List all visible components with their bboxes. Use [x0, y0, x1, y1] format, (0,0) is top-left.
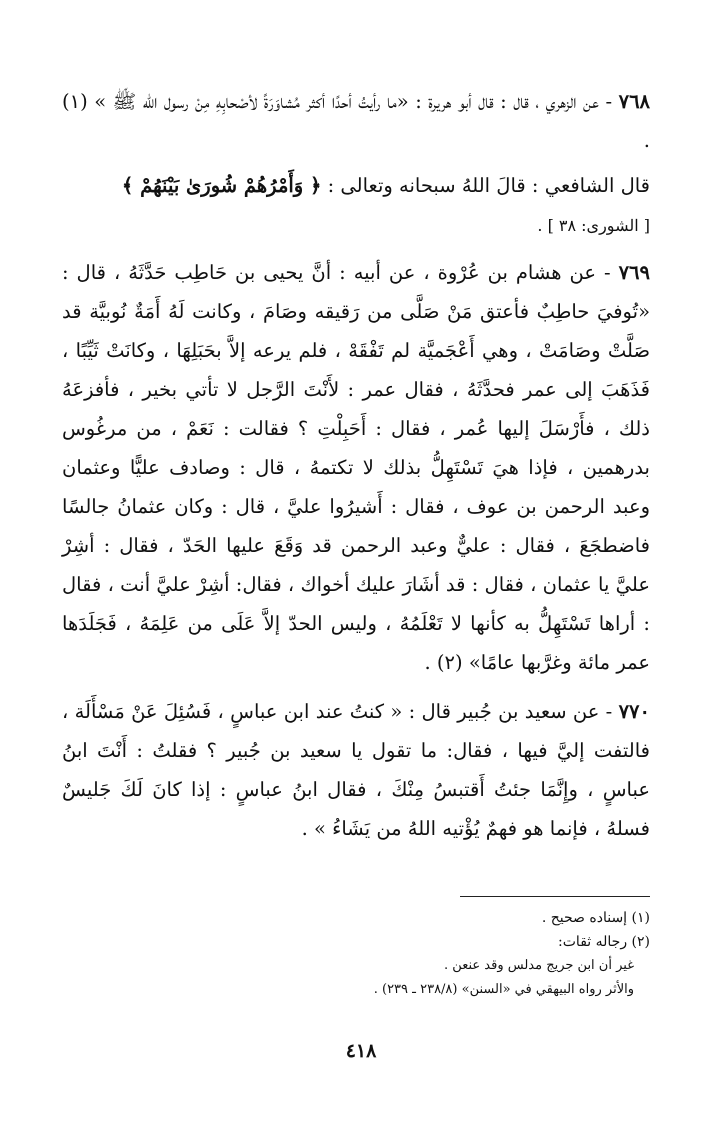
- page-number: ٤١٨: [345, 1040, 377, 1062]
- footnote-1: (١) إسناده صحيح .: [541, 910, 650, 926]
- hadith-text: - عن الزهري ، قال : قال أبو هريرة : «ما رأيتُ أحدًا أكثر مُشاوَرَةً لأصْحابِهِ مِنْ رسول الله ﷺ » (١) .: [62, 90, 650, 152]
- hadith-text: - عن هشام بن عُرْوة ، عن أبيه : أنَّ يحيى بن حَاطِب حَدَّثَهُ ، قال : «تُوفيَ حاطِبٌ فأعتق مَنْ صَلَّى من رَقيقه وصَامَ ، وكانت لَهُ أَمَةٌ نُوبيَّة قد صَلَّتْ وصَامَتْ ، وهي أَعْجَميَّة لم تَفْقَهْ ، فلم يرعه إلاَّ بحَبَلِهَا ، وكانَتْ ثَيِّبًا ، فَذَهَبَ إلى عمر فحدَّثَهُ ، فقال عمر : لأَنْتَ الرَّجل لا تأتي بخير ، فأفزعَهُ ذلك ، فأَرْسَلَ إليها عُمر ، فقال : أَحَبِلْتِ ؟ فقالت : نَعَمْ ، من مرغُوس بدرهمين ، فإذا هيَ تَسْتَهِلُّ بذلك لا تكتمهُ ، قال : وصادف عليًّا وعثمان وعبد الرحمن بن عوف ، فقال : أَشيرُوا عليَّ ، قال : وكان عثمانُ جالسًا فاضطجَعَ ، فقال : عليٌّ وعبد الرحمن قد وَقَعَ عليها الحَدّ ، فقال : أشِرْ عليَّ يا عثمان ، فقال : قد أشَارَ عليك أخواك ، فقال: أشِرْ عليَّ أنت ، فقال : أراها تَسْتَهِلُّ به كأنها لا تَعْلَمُهُ ، وليس الحدّ إلاَّ عَلَى من عَلِمَهُ ، فَجَلَدَها عمر مائة وغرَّبها عامًا» (٢) .: [62, 261, 650, 674]
- footnote-2: (٢) رجاله ثقات:: [558, 934, 650, 950]
- footnote-2-line-1: غير أن ابن جريج مدلس وقد عنعن .: [444, 958, 634, 973]
- verse-reference: [ الشورى: ٣٨ ] .: [537, 216, 650, 235]
- hadith-text: - عن سعيد بن جُبير قال : « كنتُ عند ابن عباسٍ ، فَسُئِلَ عَنْ مَسْأَلَة ، فالتفت إليَّ فيها ، فقال: ما تقول يا سعيد بن جُبير ؟ فقلتُ : أَنْتَ ابنُ عباسٍ ، وإِنَّمَا جئتُ أَقتبسُ مِنْكَ ، فقال ابنُ عباسٍ : إذا كانَ لَكَ جَليسٌ فسلهُ ، فإنما هو فهمٌ يُؤْتيه اللهُ من يَشَاءُ » .: [62, 700, 650, 840]
- hadith-768: [62, 82, 650, 160]
- hadith-770: [62, 692, 650, 848]
- footnote-divider: [460, 896, 650, 897]
- shafii-intro: قال الشافعي : قالَ اللهُ سبحانه وتعالى :: [327, 174, 650, 197]
- page-body: [62, 82, 650, 858]
- footnote-2-line-2: والأثر رواه البيهقي في «السنن» (٢٣٨/٨ ـ ٢٣٩) .: [373, 982, 634, 997]
- hadith-769: [62, 253, 650, 682]
- hadith-number: ٧٦٨: [618, 90, 651, 113]
- quran-verse: ﴿ وَأَمْرُهُمْ شُورَىٰ بَيْنَهُمْ ﴾: [121, 174, 322, 197]
- hadith-number: ٧٦٩: [618, 261, 650, 284]
- footnotes: [62, 906, 650, 1002]
- shafii-quote: [62, 166, 650, 205]
- hadith-number: ٧٧٠: [618, 700, 650, 723]
